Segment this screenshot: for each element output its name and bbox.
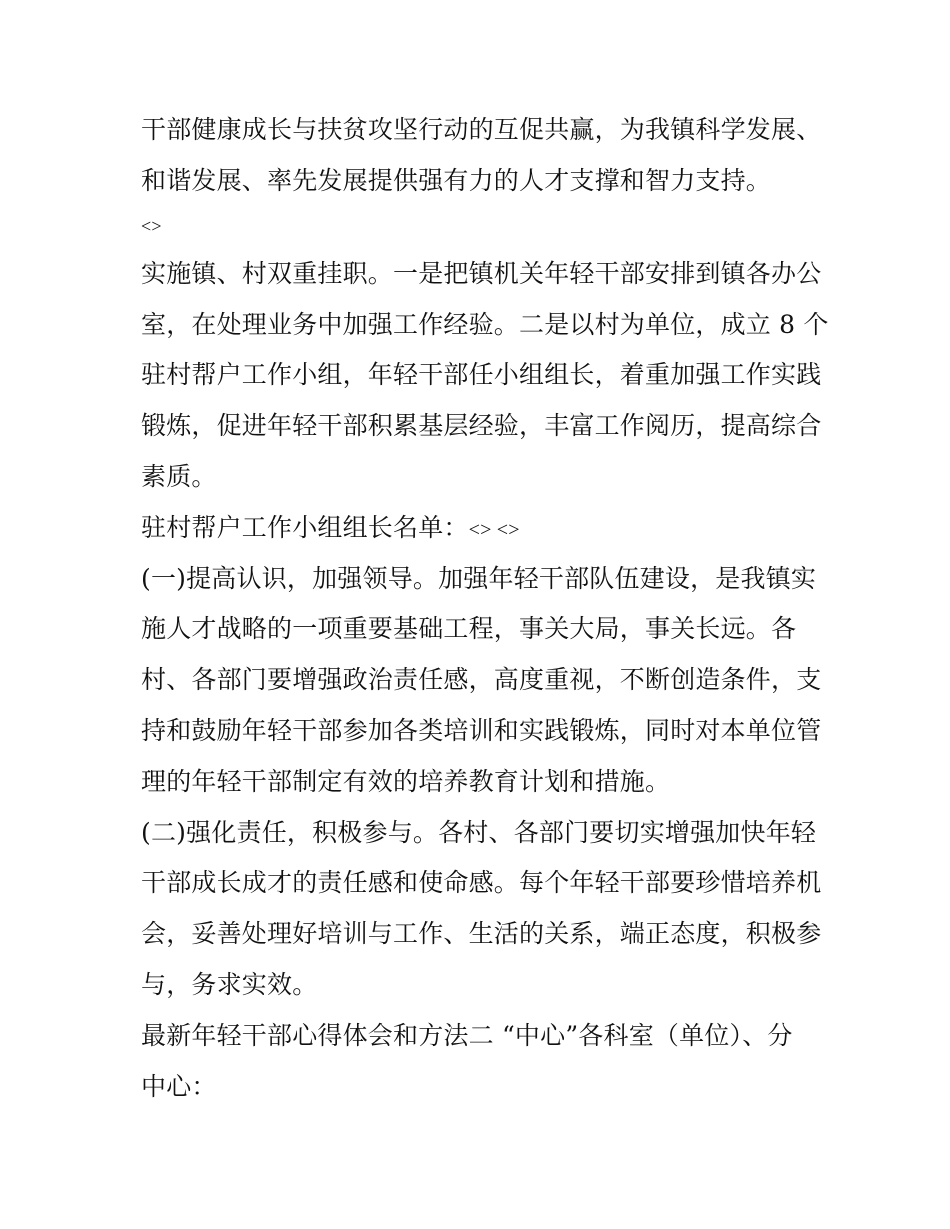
text-line-9: 施人才战略的一项重要基础工程，事关大局，事关长远。各 bbox=[141, 614, 797, 643]
list-heading-line bbox=[141, 513, 520, 545]
text-line-18: 中心： bbox=[141, 1072, 217, 1101]
list-heading: 驻村帮户工作小组组长名单： bbox=[141, 513, 469, 542]
text-line-16: 与，务求实效。 bbox=[141, 970, 318, 999]
text-line-17: 最新年轻干部心得体会和方法二 “中心”各科室（单位）、分 bbox=[141, 1021, 793, 1050]
text-line-8: (一)提高认识，加强领导。加强年轻干部队伍建设，是我镇实 bbox=[141, 564, 817, 593]
text-line-7: 素质。 bbox=[141, 462, 217, 491]
text-line-4: 室，在处理业务中加强工作经验。二是以村为单位，成立 8 个 bbox=[141, 310, 829, 339]
text-line-5: 驻村帮户工作小组，年轻干部任小组组长，着重加强工作实践 bbox=[141, 360, 822, 389]
text-line-6: 锻炼，促进年轻干部积累基层经验，丰富工作阅历，提高综合 bbox=[141, 411, 822, 440]
text-line-10: 村、各部门要增强政治责任感，高度重视，不断创造条件，支 bbox=[141, 665, 822, 694]
text-line-1: 干部健康成长与扶贫攻坚行动的互促共赢，为我镇科学发展、 bbox=[141, 115, 822, 144]
placeholder-marker-inline: <> <> bbox=[468, 519, 520, 541]
placeholder-marker: <> bbox=[141, 216, 162, 236]
text-line-15: 会，妥善处理好培训与工作、生活的关系，端正态度，积极参 bbox=[141, 919, 822, 948]
text-line-2: 和谐发展、率先发展提供强有力的人才支撑和智力支持。 bbox=[141, 166, 772, 195]
text-line-11: 持和鼓励年轻干部参加各类培训和实践锻炼，同时对本单位管 bbox=[141, 716, 822, 745]
text-line-12: 理的年轻干部制定有效的培养教育计划和措施。 bbox=[141, 767, 671, 796]
text-line-13: (二)强化责任，积极参与。各村、各部门要切实增强加快年轻 bbox=[141, 818, 817, 847]
text-line-14: 干部成长成才的责任感和使命感。每个年轻干部要珍惜培养机 bbox=[141, 868, 822, 897]
text-line-3: 实施镇、村双重挂职。一是把镇机关年轻干部安排到镇各办公 bbox=[141, 259, 822, 288]
